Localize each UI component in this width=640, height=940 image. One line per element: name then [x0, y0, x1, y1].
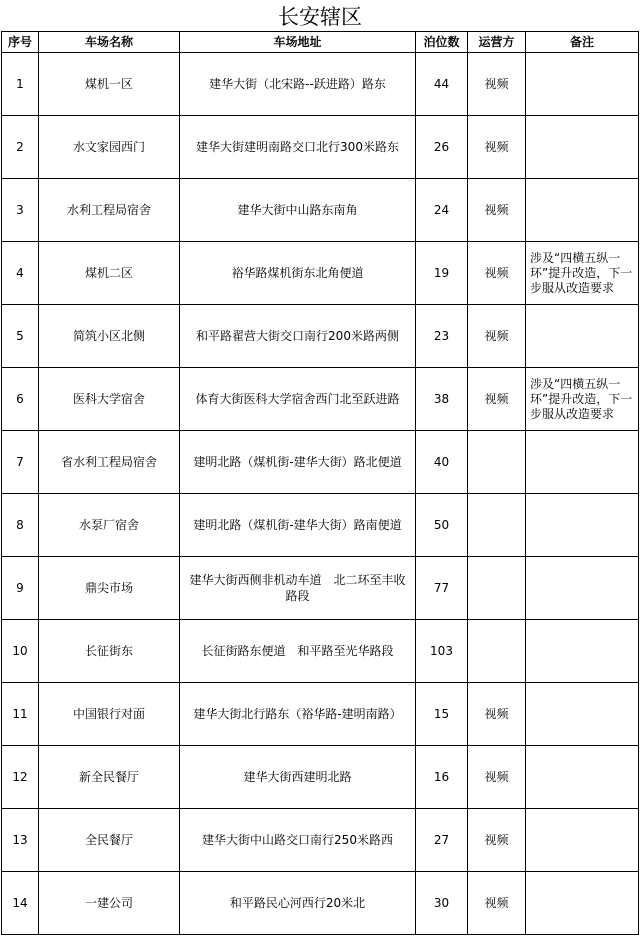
cell-operator: 视频: [468, 683, 526, 746]
header-address: 车场地址: [180, 32, 416, 53]
cell-address: 体育大街医科大学宿舍西门北至跃进路: [180, 368, 416, 431]
cell-name: 水文家园西门: [39, 116, 180, 179]
cell-index: 1: [2, 53, 39, 116]
cell-note: [526, 53, 639, 116]
cell-index: 5: [2, 305, 39, 368]
cell-address: 建华大街北行路东（裕华路-建明南路）: [180, 683, 416, 746]
cell-spots: 23: [416, 305, 468, 368]
table-row: [2, 431, 639, 494]
cell-spots: 24: [416, 179, 468, 242]
table-row: [2, 746, 639, 809]
cell-note: [526, 809, 639, 872]
cell-operator: 视频: [468, 746, 526, 809]
cell-note: [526, 683, 639, 746]
cell-operator: [468, 557, 526, 620]
cell-note: [526, 431, 639, 494]
cell-operator: 视频: [468, 368, 526, 431]
cell-note: 涉及“四横五纵一环”提升改造，下一步服从改造要求: [526, 368, 639, 431]
cell-address: 建明北路（煤机街-建华大街）路北便道: [180, 431, 416, 494]
table-row: [2, 242, 639, 305]
cell-name: 鼎尖市场: [39, 557, 180, 620]
cell-name: 省水利工程局宿舍: [39, 431, 180, 494]
cell-address: 建华大街中山路东南角: [180, 179, 416, 242]
cell-spots: 103: [416, 620, 468, 683]
cell-spots: 77: [416, 557, 468, 620]
cell-index: 11: [2, 683, 39, 746]
cell-spots: 30: [416, 872, 468, 935]
cell-note: [526, 179, 639, 242]
cell-address: 和平路翟营大街交口南行200米路两侧: [180, 305, 416, 368]
cell-index: 3: [2, 179, 39, 242]
page-title: 长安辖区: [278, 5, 362, 29]
cell-spots: 16: [416, 746, 468, 809]
cell-spots: 38: [416, 368, 468, 431]
cell-name: 长征街东: [39, 620, 180, 683]
cell-name: 水利工程局宿舍: [39, 179, 180, 242]
cell-note: [526, 620, 639, 683]
cell-index: 4: [2, 242, 39, 305]
cell-operator: [468, 494, 526, 557]
cell-address: 长征街路东便道 和平路至光华路段: [180, 620, 416, 683]
cell-spots: 15: [416, 683, 468, 746]
cell-index: 13: [2, 809, 39, 872]
cell-index: 2: [2, 116, 39, 179]
table-row: [2, 872, 639, 935]
cell-operator: 视频: [468, 809, 526, 872]
cell-index: 10: [2, 620, 39, 683]
cell-address: 裕华路煤机街东北角便道: [180, 242, 416, 305]
cell-operator: 视频: [468, 872, 526, 935]
cell-name: 全民餐厅: [39, 809, 180, 872]
table-row: [2, 620, 639, 683]
table-row: [2, 809, 639, 872]
cell-name: 新全民餐厅: [39, 746, 180, 809]
cell-operator: [468, 620, 526, 683]
header-index: 序号: [2, 32, 39, 53]
cell-index: 14: [2, 872, 39, 935]
cell-spots: 44: [416, 53, 468, 116]
cell-address: 和平路民心河西行20米北: [180, 872, 416, 935]
table-row: [2, 179, 639, 242]
cell-spots: 27: [416, 809, 468, 872]
cell-address: 建华大街西建明北路: [180, 746, 416, 809]
cell-operator: [468, 431, 526, 494]
table-row: [2, 305, 639, 368]
header-operator: 运营方: [468, 32, 526, 53]
cell-operator: 视频: [468, 242, 526, 305]
cell-address: 建华大街西侧非机动车道 北二环至丰收路段: [180, 557, 416, 620]
cell-operator: 视频: [468, 179, 526, 242]
cell-address: 建华大街（北宋路--跃进路）路东: [180, 53, 416, 116]
cell-name: 煤机二区: [39, 242, 180, 305]
cell-name: 水泵厂宿舍: [39, 494, 180, 557]
cell-spots: 19: [416, 242, 468, 305]
table-row: [2, 53, 639, 116]
cell-index: 9: [2, 557, 39, 620]
cell-operator: 视频: [468, 305, 526, 368]
table-header-row: [2, 32, 639, 53]
cell-address: 建华大街中山路交口南行250米路西: [180, 809, 416, 872]
cell-note: [526, 872, 639, 935]
cell-spots: 26: [416, 116, 468, 179]
cell-note: [526, 557, 639, 620]
cell-name: 煤机一区: [39, 53, 180, 116]
header-spots: 泊位数: [416, 32, 468, 53]
cell-address: 建明北路（煤机街-建华大街）路南便道: [180, 494, 416, 557]
cell-name: 简筑小区北侧: [39, 305, 180, 368]
table-row: [2, 557, 639, 620]
header-note: 备注: [526, 32, 639, 53]
cell-operator: 视频: [468, 116, 526, 179]
parking-table: [1, 31, 639, 935]
table-row: [2, 368, 639, 431]
table-row: [2, 494, 639, 557]
cell-note: [526, 494, 639, 557]
cell-index: 12: [2, 746, 39, 809]
cell-note: [526, 746, 639, 809]
cell-address: 建华大街建明南路交口北行300米路东: [180, 116, 416, 179]
cell-name: 一建公司: [39, 872, 180, 935]
cell-index: 6: [2, 368, 39, 431]
cell-spots: 40: [416, 431, 468, 494]
table-body: [2, 53, 639, 935]
cell-index: 7: [2, 431, 39, 494]
header-name: 车场名称: [39, 32, 180, 53]
cell-index: 8: [2, 494, 39, 557]
cell-spots: 50: [416, 494, 468, 557]
table-row: [2, 683, 639, 746]
cell-note: [526, 116, 639, 179]
table-row: [2, 116, 639, 179]
cell-operator: 视频: [468, 53, 526, 116]
cell-name: 医科大学宿舍: [39, 368, 180, 431]
cell-name: 中国银行对面: [39, 683, 180, 746]
cell-note: [526, 305, 639, 368]
cell-note: 涉及“四横五纵一环”提升改造，下一步服从改造要求: [526, 242, 639, 305]
